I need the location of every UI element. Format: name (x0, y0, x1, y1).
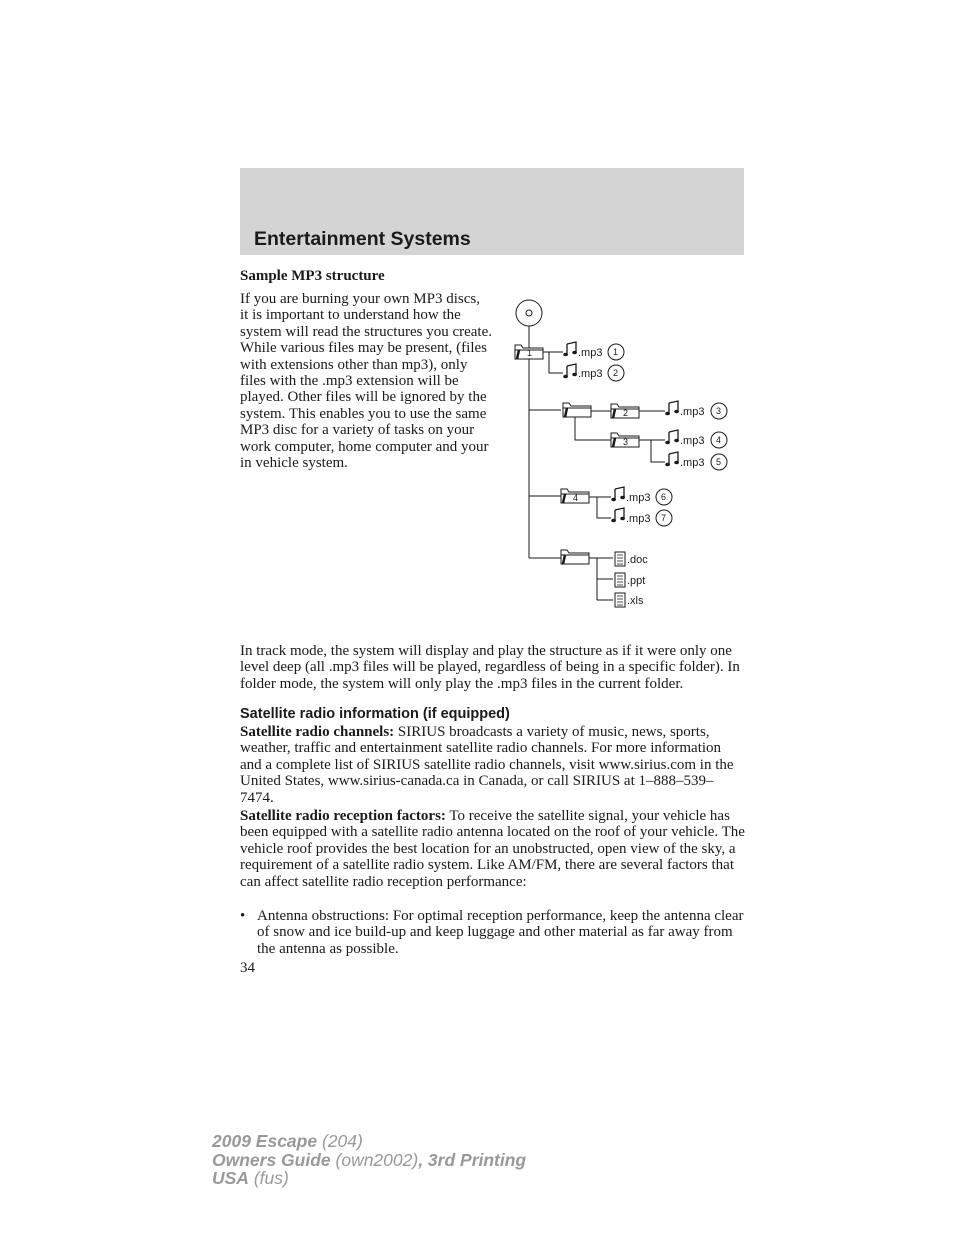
file-extension: .mp3 (626, 513, 651, 525)
track-number: 6 (661, 492, 667, 502)
file-extension: .mp3 (680, 406, 705, 418)
music-note-icon (563, 364, 577, 378)
mp3-structure-diagram (505, 294, 735, 614)
track-number: 3 (716, 406, 722, 416)
folder-number: 4 (573, 493, 579, 503)
footer-line-1: 2009 Escape (204) (212, 1131, 363, 1151)
channels-label: Satellite radio channels: (240, 724, 395, 740)
file-extension: .doc (627, 554, 648, 566)
track-number: 1 (613, 347, 619, 357)
footer-line-2: Owners Guide (own2002), 3rd Printing (212, 1149, 527, 1170)
music-note-icon (563, 342, 577, 356)
document-icon (615, 573, 625, 587)
music-note-icon (665, 452, 679, 466)
file-extension: .mp3 (578, 347, 603, 359)
file-extension: .ppt (627, 575, 646, 587)
document-icon (615, 552, 625, 566)
folder-number: 2 (623, 408, 629, 418)
music-note-icon (611, 508, 625, 522)
document-footer (212, 1132, 526, 1188)
file-extension: .mp3 (680, 457, 705, 469)
satellite-channels-paragraph (240, 724, 745, 806)
satellite-factors-paragraph (240, 808, 745, 890)
track-number: 2 (613, 368, 619, 378)
track-number: 7 (661, 513, 667, 523)
page-number: 34 (240, 960, 255, 976)
track-mode-paragraph: In track mode, the system will display and play the structure as if it were only one level deep (all .mp3 files will be played, regardless of being in a specific folder). In folder mode, the system will only play the .mp3 files in the current folder. (240, 643, 740, 692)
track-number: 4 (716, 435, 722, 445)
factors-text: To receive the satellite signal, your vehicle has been equipped with a satellite radio antenna located on the roof of your vehicle. The vehicle roof provides the best location for an unobstructed, open view of the sky, a requirement of a satellite radio system. Like AM/FM, there are several factors that can affect satellite radio reception performance: (240, 808, 745, 890)
folder-number: 3 (623, 437, 629, 447)
footer-line-3: USA (fus) (212, 1168, 289, 1188)
music-note-icon (665, 430, 679, 444)
folder-icon (563, 403, 591, 417)
section-title: Entertainment Systems (254, 228, 471, 250)
bullet-text: Antenna obstructions: For optimal reception performance, keep the antenna clear of snow and ice build-up and keep luggage and other material as far away from the antenna as possible. (257, 908, 744, 957)
folder-icon (561, 550, 589, 564)
music-note-icon (611, 487, 625, 501)
music-note-icon (665, 401, 679, 415)
file-extension: .xls (627, 595, 644, 607)
reception-factors-list (240, 908, 745, 957)
channels-text: SIRIUS broadcasts a variety of music, news, sports, weather, traffic and entertainment satellite radio channels. For more information and a complete list of SIRIUS satellite radio channels, visit www.sirius.com in the United States, www.sirius-canada.ca in Canada, or call SIRIUS at 1–888–539–7474. (240, 724, 734, 806)
file-extension: .mp3 (680, 435, 705, 447)
mp3-intro-paragraph: If you are burning your own MP3 discs, it is important to understand how the system will read the structures you create. While various files may be present, (files with extensions other than mp3), only files with the .mp3 extension will be played. Other files will be ignored by the system. This enables you to use the same MP3 disc for a variety of tasks on your work computer, home computer and your in vehicle system. (240, 291, 492, 472)
document-icon (615, 593, 625, 607)
factors-label: Satellite radio reception factors: (240, 808, 446, 824)
file-extension: .mp3 (626, 492, 651, 504)
file-extension: .mp3 (578, 368, 603, 380)
mp3-structure-heading: Sample MP3 structure (240, 268, 385, 284)
bullet-icon: • (240, 908, 246, 924)
list-item (240, 908, 745, 957)
folder-number: 1 (527, 348, 533, 358)
satellite-heading: Satellite radio information (if equipped) (240, 706, 510, 722)
track-number: 5 (716, 457, 722, 467)
